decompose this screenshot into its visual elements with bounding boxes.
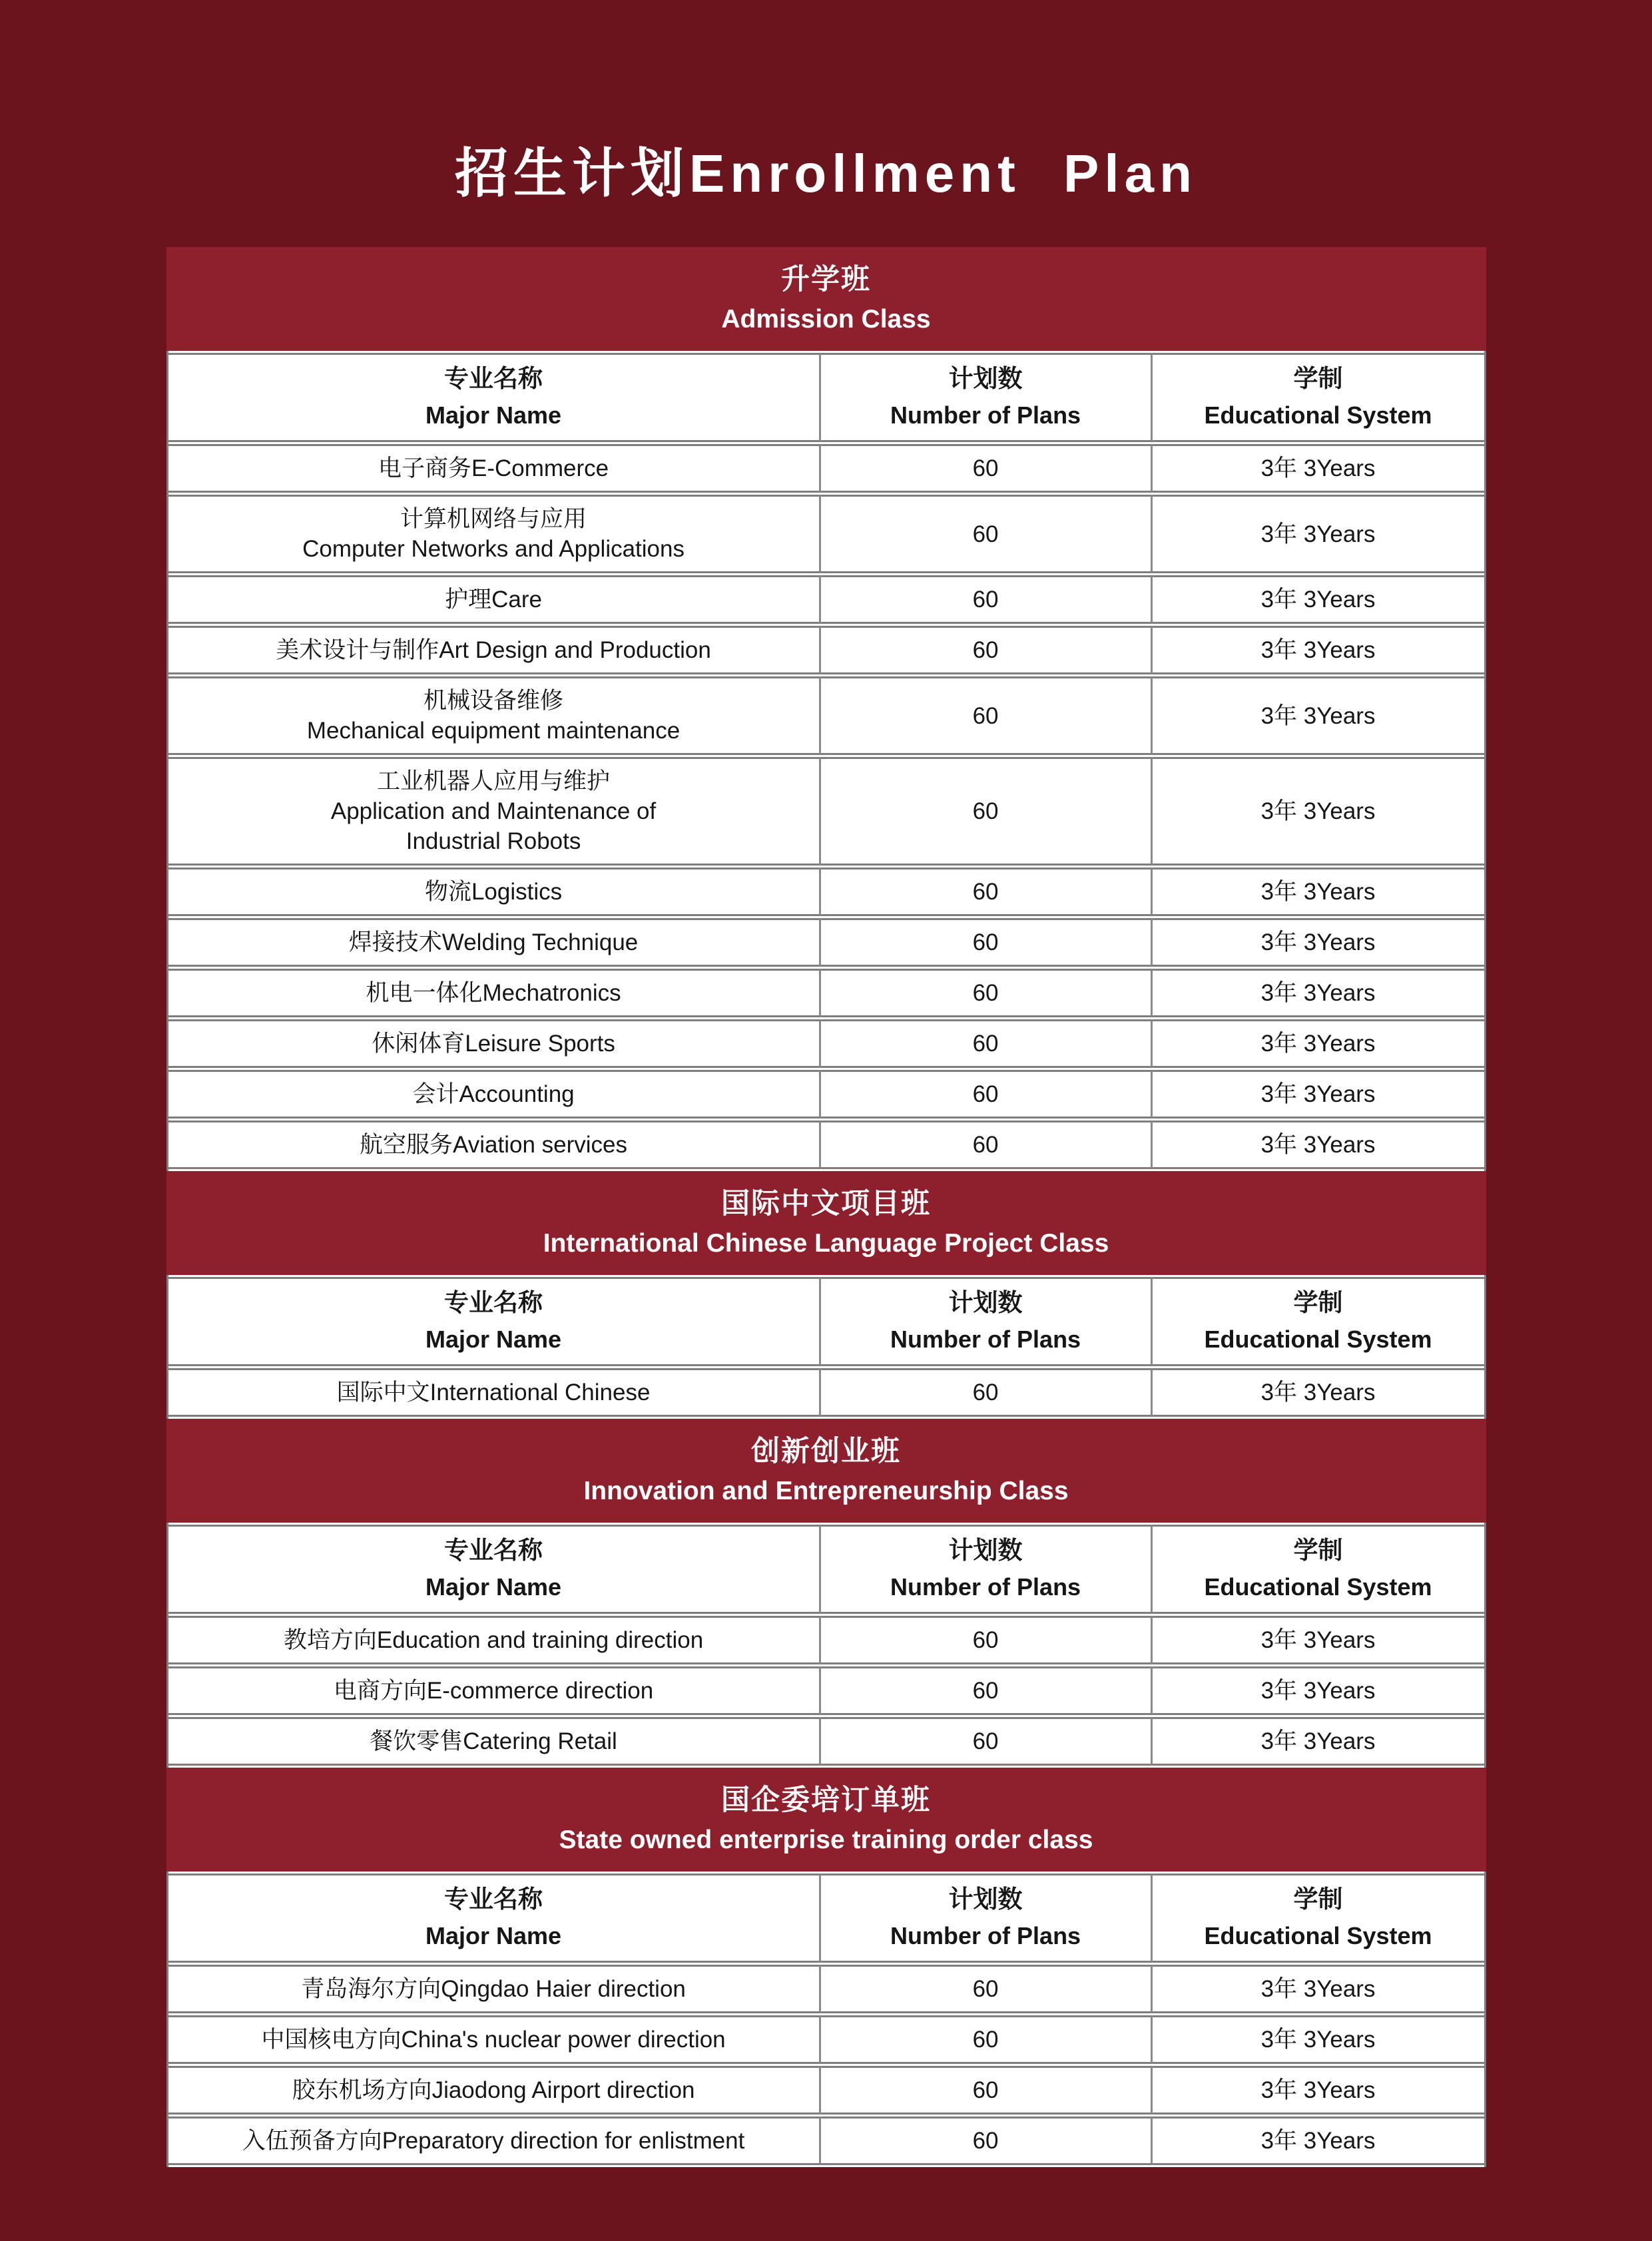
section-header-bar — [166, 1768, 1486, 1871]
section — [166, 247, 1486, 1171]
cell-educational-system: 3年 3Years — [1153, 676, 1484, 755]
header-major-name — [168, 1525, 821, 1614]
header-educational-system — [1153, 353, 1484, 442]
cell-number-of-plans: 60 — [821, 868, 1153, 916]
cell-educational-system: 3年 3Years — [1153, 2066, 1484, 2115]
major-name-line: 胶东机场方向Jiaodong Airport direction — [292, 2077, 695, 2103]
table-row — [168, 626, 1484, 674]
major-name-line: 青岛海尔方向Qingdao Haier direction — [301, 1976, 686, 2002]
cell-educational-system: 3年 3Years — [1153, 1666, 1484, 1715]
section-title-zh: 升学班 — [781, 264, 871, 296]
cell-number-of-plans: 60 — [821, 757, 1153, 866]
cell-major-name — [168, 575, 821, 624]
header-number-of-plans-en: Number of Plans — [890, 401, 1081, 429]
cell-educational-system: 3年 3Years — [1153, 868, 1484, 916]
table-row — [168, 1666, 1484, 1715]
header-educational-system-en: Educational System — [1204, 1326, 1432, 1353]
cell-educational-system: 3年 3Years — [1153, 1019, 1484, 1068]
header-number-of-plans-en: Number of Plans — [890, 1573, 1081, 1601]
section-title-en: Innovation and Entrepreneurship Class — [583, 1477, 1069, 1505]
header-educational-system-en: Educational System — [1204, 401, 1432, 429]
table-row — [168, 2015, 1484, 2064]
cell-major-name — [168, 918, 821, 967]
cell-major-name — [168, 1666, 821, 1715]
major-name-line: 工业机器人应用与维护 — [377, 768, 611, 794]
cell-number-of-plans: 60 — [821, 1717, 1153, 1766]
table-header-row — [168, 1525, 1484, 1614]
cell-major-name — [168, 676, 821, 755]
table-row — [168, 1717, 1484, 1766]
cell-number-of-plans: 60 — [821, 626, 1153, 674]
cell-educational-system: 3年 3Years — [1153, 969, 1484, 1017]
enrollment-table — [166, 351, 1486, 1171]
cell-number-of-plans: 60 — [821, 1616, 1153, 1664]
section-header-bar — [166, 1419, 1486, 1523]
cell-major-name — [168, 969, 821, 1017]
table-row — [168, 868, 1484, 916]
major-name-line: 休闲体育Leisure Sports — [372, 1031, 615, 1057]
table-row — [168, 1019, 1484, 1068]
cell-educational-system: 3年 3Years — [1153, 495, 1484, 573]
header-major-name-zh: 专业名称 — [444, 1289, 543, 1316]
major-name-line: 护理Care — [445, 587, 542, 613]
major-name-line: 电商方向E-commerce direction — [333, 1678, 654, 1704]
section — [166, 1768, 1486, 2167]
header-educational-system-en: Educational System — [1204, 1922, 1432, 1949]
cell-educational-system: 3年 3Years — [1153, 1368, 1484, 1417]
header-number-of-plans-zh: 计划数 — [948, 1289, 1023, 1316]
cell-number-of-plans: 60 — [821, 444, 1153, 493]
table-row — [168, 918, 1484, 967]
table-row — [168, 757, 1484, 866]
cell-major-name — [168, 2066, 821, 2115]
cell-major-name — [168, 1019, 821, 1068]
major-name-line: 教培方向Education and training direction — [283, 1627, 704, 1653]
table-row — [168, 495, 1484, 573]
table-body — [168, 1965, 1484, 2165]
cell-major-name — [168, 1120, 821, 1169]
cell-number-of-plans: 60 — [821, 2116, 1153, 2165]
header-major-name — [168, 353, 821, 442]
cell-number-of-plans: 60 — [821, 2066, 1153, 2115]
table-row — [168, 1368, 1484, 1417]
cell-major-name — [168, 495, 821, 573]
cell-educational-system: 3年 3Years — [1153, 1070, 1484, 1119]
cell-major-name — [168, 444, 821, 493]
cell-major-name — [168, 1070, 821, 1119]
header-major-name — [168, 1873, 821, 1963]
table-row — [168, 575, 1484, 624]
header-major-name — [168, 1277, 821, 1366]
cell-educational-system: 3年 3Years — [1153, 1717, 1484, 1766]
cell-educational-system: 3年 3Years — [1153, 918, 1484, 967]
major-name-line: Mechanical equipment maintenance — [306, 718, 681, 744]
section-title-en: International Chinese Language Project Class — [543, 1229, 1109, 1258]
major-name-line: 物流Logistics — [424, 879, 563, 905]
cell-number-of-plans: 60 — [821, 2015, 1153, 2064]
section-title-en: Admission Class — [721, 305, 931, 334]
table-body — [168, 1616, 1484, 1766]
header-number-of-plans-en: Number of Plans — [890, 1326, 1081, 1353]
header-educational-system-zh: 学制 — [1293, 1289, 1343, 1316]
table-row — [168, 2116, 1484, 2165]
cell-number-of-plans: 60 — [821, 1965, 1153, 2013]
sections-container — [166, 247, 1486, 2167]
cell-educational-system: 3年 3Years — [1153, 2015, 1484, 2064]
header-major-name-en: Major Name — [425, 401, 562, 429]
header-educational-system — [1153, 1525, 1484, 1614]
enrollment-table — [166, 1523, 1486, 1768]
cell-major-name — [168, 1717, 821, 1766]
header-educational-system — [1153, 1873, 1484, 1963]
page-title: 招生计划Enrollment Plan — [455, 144, 1197, 203]
cell-major-name — [168, 626, 821, 674]
header-educational-system-zh: 学制 — [1293, 365, 1343, 392]
cell-number-of-plans: 60 — [821, 495, 1153, 573]
cell-educational-system: 3年 3Years — [1153, 575, 1484, 624]
major-name-line: 入伍预备方向Preparatory direction for enlistment — [242, 2128, 745, 2154]
cell-number-of-plans: 60 — [821, 1070, 1153, 1119]
header-number-of-plans — [821, 1277, 1153, 1366]
header-educational-system-zh: 学制 — [1293, 1537, 1343, 1564]
table-body — [168, 1368, 1484, 1417]
table-row — [168, 676, 1484, 755]
major-name-line: 计算机网络与应用 — [400, 506, 587, 532]
cell-educational-system: 3年 3Years — [1153, 2116, 1484, 2165]
header-number-of-plans — [821, 1525, 1153, 1614]
header-educational-system-en: Educational System — [1204, 1573, 1432, 1601]
major-name-line: 焊接技术Welding Technique — [348, 929, 639, 955]
header-number-of-plans-zh: 计划数 — [948, 1885, 1023, 1913]
header-major-name-zh: 专业名称 — [444, 365, 543, 392]
section-title-en: State owned enterprise training order class — [559, 1826, 1093, 1854]
table-row — [168, 1616, 1484, 1664]
table-row — [168, 1070, 1484, 1119]
cell-major-name — [168, 1965, 821, 2013]
cell-number-of-plans: 60 — [821, 1368, 1153, 1417]
section-header-bar — [166, 247, 1486, 351]
major-name-line: 机电一体化Mechatronics — [366, 980, 621, 1006]
cell-major-name — [168, 2015, 821, 2064]
major-name-line: 电子商务E-Commerce — [378, 455, 609, 481]
cell-major-name — [168, 757, 821, 866]
section — [166, 1171, 1486, 1419]
header-major-name-en: Major Name — [425, 1573, 562, 1601]
cell-major-name — [168, 1368, 821, 1417]
cell-educational-system: 3年 3Years — [1153, 444, 1484, 493]
major-name-line: 会计Accounting — [412, 1081, 575, 1107]
cell-major-name — [168, 2116, 821, 2165]
cell-number-of-plans: 60 — [821, 1019, 1153, 1068]
major-name-line: 机械设备维修 — [423, 688, 564, 714]
cell-educational-system: 3年 3Years — [1153, 757, 1484, 866]
section-title-zh: 国际中文项目班 — [721, 1188, 931, 1220]
cell-educational-system: 3年 3Years — [1153, 626, 1484, 674]
section-title-zh: 国企委培订单班 — [721, 1784, 931, 1816]
section-header-bar — [166, 1171, 1486, 1275]
table-body — [168, 444, 1484, 1169]
header-number-of-plans — [821, 1873, 1153, 1963]
cell-number-of-plans: 60 — [821, 575, 1153, 624]
major-name-line: 餐饮零售Catering Retail — [370, 1728, 617, 1754]
header-educational-system-zh: 学制 — [1293, 1885, 1343, 1913]
header-educational-system — [1153, 1277, 1484, 1366]
enrollment-table — [166, 1275, 1486, 1419]
header-major-name-en: Major Name — [425, 1326, 562, 1353]
table-row — [168, 444, 1484, 493]
table-header-row — [168, 1873, 1484, 1963]
header-major-name-en: Major Name — [425, 1922, 562, 1949]
cell-number-of-plans: 60 — [821, 1120, 1153, 1169]
header-number-of-plans — [821, 353, 1153, 442]
cell-number-of-plans: 60 — [821, 1666, 1153, 1715]
enrollment-table — [166, 1871, 1486, 2167]
cell-major-name — [168, 1616, 821, 1664]
table-header-row — [168, 353, 1484, 442]
cell-number-of-plans: 60 — [821, 676, 1153, 755]
major-name-line: Industrial Robots — [406, 828, 581, 854]
major-name-line: 中国核电方向China's nuclear power direction — [261, 2027, 726, 2053]
section — [166, 1419, 1486, 1768]
header-number-of-plans-zh: 计划数 — [948, 1537, 1023, 1564]
cell-major-name — [168, 868, 821, 916]
cell-educational-system: 3年 3Years — [1153, 1965, 1484, 2013]
major-name-line: 航空服务Aviation services — [360, 1132, 628, 1158]
table-row — [168, 969, 1484, 1017]
header-number-of-plans-en: Number of Plans — [890, 1922, 1081, 1949]
table-row — [168, 2066, 1484, 2115]
header-major-name-zh: 专业名称 — [444, 1537, 543, 1564]
cell-educational-system: 3年 3Years — [1153, 1120, 1484, 1169]
section-title-zh: 创新创业班 — [751, 1435, 901, 1467]
header-major-name-zh: 专业名称 — [444, 1885, 543, 1913]
major-name-line: 国际中文International Chinese — [336, 1379, 651, 1405]
table-row — [168, 1965, 1484, 2013]
cell-educational-system: 3年 3Years — [1153, 1616, 1484, 1664]
table-row — [168, 1120, 1484, 1169]
header-number-of-plans-zh: 计划数 — [948, 365, 1023, 392]
major-name-line: Computer Networks and Applications — [302, 536, 685, 562]
major-name-line: 美术设计与制作Art Design and Production — [276, 637, 711, 663]
major-name-line: Application and Maintenance of — [330, 798, 657, 824]
table-header-row — [168, 1277, 1484, 1366]
cell-number-of-plans: 60 — [821, 969, 1153, 1017]
cell-number-of-plans: 60 — [821, 918, 1153, 967]
